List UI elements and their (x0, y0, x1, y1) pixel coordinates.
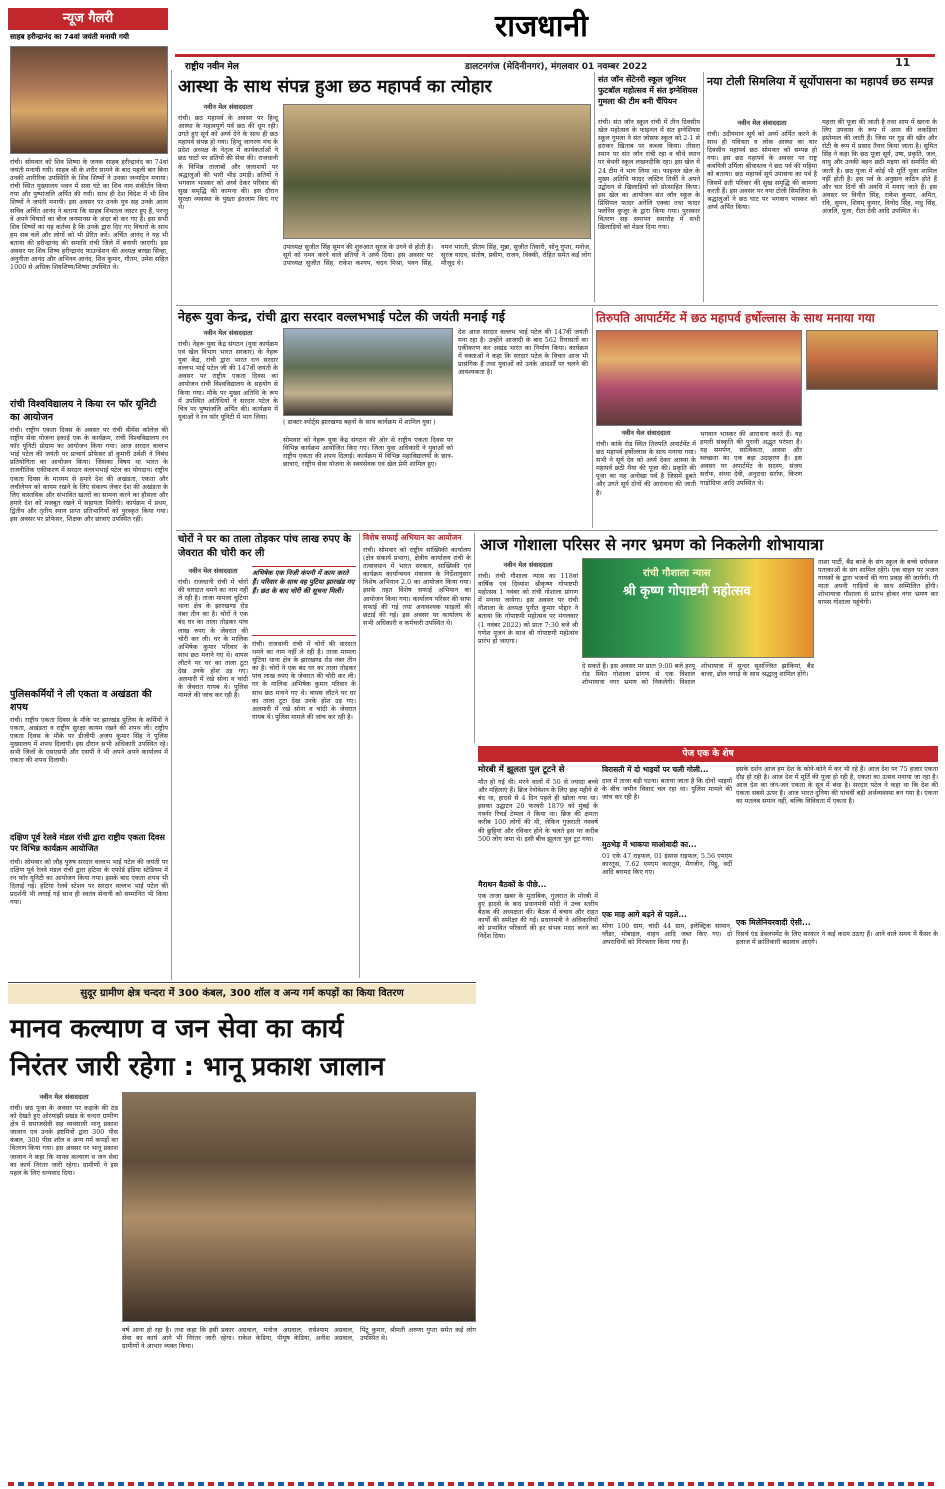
santjohn-headline: संत जॉन सेंटेनरी स्कूल जूनियर फुटबॉल महोत्सव में संत इग्नेशियस गुमला की टीम बनी चैंपियन (598, 75, 698, 106)
morbi-story-7: सोना 100 ग्राम, चांदी 44 ग्राम, इलेक्ट्रिक सामान, ग्लैंडर, मोबाइल, वाहन आदि जब्त किए गए। दो अपराधियों को गिरफ्तार किया गया है। (602, 922, 732, 947)
simalia-story: रांची। उदीयमान सूर्य को अर्घ्य अर्पित करने के साथ ही पवित्रता व लोक आस्था का चार दिवसीय महापर्व छठ सोमवार को सम्पन्न हो गया। इस छठ महापर्व के अवसर पर राष्ट्र कवयित्री उर्मिला श्रीवास्तव ने छठ पर्व की महिमा को बताया। छठ महापर्व सूर्य उपासना का पर्व है जिसमें व्रती परिवार की सुख समृद्धि की कामना करती हैं। इस अवसर पर नया टोली सिमलिया के श्रद्धालुओं ने छठ घाट पर भगवान भास्कर को अर्घ्य अर्पित किया। (707, 130, 817, 211)
nehru-story: रांची। नेहरू युवा केंद्र संगठन (युवा कार्यक्रम एवं खेल विभाग भारत सरकार) के नेहरू युवा केंद्र, रांची द्वारा भारत रत्न सरदार वल्लभ भाई पटेल जी की 147वीं जयंती के अवसर पर राष्ट्रीय एकता दिवस का आयोजन रांची विश्वविद्यालय के सहयोग से किया गया। मौके पर मुख्य अतिथि के रूप में उपस्थित अतिथियों ने सरदार पटेल के चित्र पर पुष्पांजलि अर्पित की। कार्यक्रम में युवाओं ने रन फॉर यूनिटी में भाग लिया। (178, 340, 278, 421)
continue-banner (478, 746, 938, 762)
tirupati-byline: नवीन मेल संवाददाता (621, 429, 671, 437)
vishesh-story: रांची। सोमवार को राष्ट्रीय सांख्यिकी कार्यालय (क्षेत्र संकार्य प्रभाग), क्षेत्रीय कार्यालय रांची के तत्वावधान में भारत सरकार, सांख्यिकी एवं कार्यक्रम कार्यान्वयन मंत्रालय के निर्देशानुसार विशेष अभियान 2.0 का आयोजन किया गया। इसके तहत विशेष सफाई अभियान का आयोजन किया गया। कार्यालय परिसर की साफ सफाई की गई तथा अनावश्यक फाइलों की छंटाई की गई। इस अवसर पर कार्यालय के सभी अधिकारी व कर्मचारी उपस्थित थे। (363, 546, 471, 627)
tirupati-photo (596, 330, 802, 426)
continue-banner-label: पेज एक के शेष (682, 749, 734, 759)
section-divider (8, 982, 476, 983)
section-divider (176, 530, 938, 531)
sudur-strip (8, 984, 476, 1004)
chori-pullquote: अभिषेक एक निजी कंपनी में काम करते हैं। परिवार के साथ वह पुटिया झारखंड गए हैं। छठ के बाद चोरी की सूचना मिली। (252, 569, 355, 595)
chori-headline: चोरों ने घर का ताला तोड़कर पांच लाख रुपए के जेवरात की चोरी कर ली (178, 534, 351, 559)
column-divider (703, 72, 704, 302)
morbi-head-7: एक माह आगे बढ़ने से पहले... (602, 910, 687, 919)
morbi-head-2: मैराथन बैठकों के पीछे... (478, 880, 547, 889)
masthead (175, 6, 935, 72)
chori-story-cont: रांची। राजधानी रांची में चोरों की वारदात थमने का नाम नहीं ले रही है। ताजा मामला चुटिया थाना क्षेत्र के झारखण्ड रोड नंबर तीन का है। चोरों ने एक बंद घर का ताला तोड़कर पांच लाख रुपए के जेवरात की चोरी कर ली। घर के मालिक अभिषेक कुमार परिवार के साथ छठ मनाने गए थे। वापस लौटने पर घर का ताला टूटा देख उनके होश उड़ गए। अलमारी में रखे सोना व चांदी के जेवरात गायब थे। पुलिस मामले की जांच कर रही है। (252, 640, 356, 721)
left-story-4: रांची। सोमवार को लौह पुरुष सरदार वल्लभ भाई पटेल की जयंती पर दक्षिण पूर्व रेलवे मंडल रांची द्वारा हटिया के एफोर्ड इंडिया स्टेडियम में रन फॉर यूनिटी का आयोजन किया गया। इसके बाद एकता शपथ भी दिलाई गई। हटिया रेलवे स्टेशन पर सरदार वल्लभ भाई पटेल की प्रदर्शनी भी लगाई गई साथ ही स्वतंत्र सेनानी को सम्मानित भी किया गया। (10, 858, 168, 907)
banner-line-2: श्री कृष्ण गोपाष्टमी महोत्सव (623, 584, 751, 599)
section-divider (176, 305, 938, 306)
bhanu-story: रांची। छठ पूजा के अवसर पर कड़ाके की ठंड को देखते हुए ओरमांझी प्रखंड के चन्दरा ग्रामीण क्षेत्र में समाजसेवी सह व्यवसायी भानू प्रकाश जालान एवं उनके इष्टमित्रों द्वारा 300 पीस कंबल, 300 पीस शॉल व अन्य गर्म कपड़ों का वितरण किया गया। इस अवसर पर भानू प्रकाश जालान ने कहा कि मानव कल्याण व जन सेवा का कार्य निरंतर जारी रहेगा। ग्रामीणों ने इस पहल के लिए धन्यवाद दिया। (10, 1104, 118, 1177)
gaushala-headline: आज गोशाला परिसर से नगर भ्रमण को निकलेगी शोभायात्रा (480, 535, 824, 554)
chhath-headline: आस्था के साथ संपन्न हुआ छठ महापर्व का त्योहार (178, 77, 492, 97)
nehru-photo (283, 328, 453, 416)
gaushala-story-2: दे सकते हैं। इस अवसर पर प्रातः 9:00 बजे हरमू रोड स्थित गोशाला प्रांगण से एक विशाल शोभायात्रा नगर भ्रमण को निकलेगी। विशाल शोभायात्रा में सुन्दर सुसज्जित झांकियां, बैंड बाजा, ढोल नगाड़े के साथ श्रद्धालु शामिल होंगे। (582, 662, 814, 687)
gallery-caption: साहब हरीन्द्रानंद का 74वां जयंती मनायी गयी (10, 32, 129, 41)
bhanu-story-3: अग्रवाल, मनोज अग्रवाल, राधेश्याम अग्रवाल, राकेश केडिया, पीयूष केडिया, अनीश अग्रवाल, पिंटू कुमार, श्रीमती अरुणा गुप्ता समेत कई लोग उपस्थित थे। (238, 1326, 476, 1343)
left-story-2: रांची। राष्ट्रीय एकता दिवस के अवसर पर रांची वीमेंस कॉलेज की राष्ट्रीय सेवा योजना इकाई एक के कार्यक्रम, रांची विश्वविद्यालय रन फॉर यूनिटी प्रोग्राम का आयोजन किया गया। आज सरदार वल्लभ भाई पटेल की जयंती पर प्राचार्य प्रोफेसर डॉ कुमारी उर्वशी ने निबंध प्रतियोगिता का आयोजन किया। जिसका विषय था भारत के राजनीतिक एकीकरण में सरदार वल्लभभाई पटेल का योगदान। राष्ट्रीय एकता दिवस के माध्यम से हमारे देश की अखंडता, एकता और लचीलेपन को कायम रखने के लिए संकल्प लेकर देश की अखंडता के लिए वास्तविक और संभावित खतरों का सामना करने का हौसला और हमारे देश को मजबूत रखने में सहायता मिलेगी। कार्यक्रम में प्रथम, द्वितीय और तृतीय स्थान प्राप्त प्रतिभागियों को पुरस्कृत किया गया। इस अवसर पर प्रोफेसर, शिक्षक और छात्राएं उपस्थित रहीं। (10, 426, 168, 524)
morbi-head-6: मुठभेड़ में भाकपा माओवादी का... (602, 840, 697, 849)
bhanu-byline: नवीन मेल संवाददाता (39, 1093, 89, 1101)
morbi-story-2: एक ताजा खबर के मुताबिक, गुजरात के मोरबी में हुए हादसे के बाद प्रधानमंत्री मोदी ने उच्च स्तरीय बैठक की अध्यक्षता की। बैठक में बचाव और राहत कार्यों की समीक्षा की गई। प्रधानमंत्री ने अधिकारियों को प्रभावित परिवारों की हर संभव मदद करने का निर्देश दिया। (478, 892, 598, 941)
morbi-head-5: विरासती में दो भाइयों पर चली गोली... (602, 765, 709, 774)
gallery-label-box (8, 8, 168, 30)
left-headline-3: पुलिसकर्मियों ने ली एकता व अखंडता की शपथ (10, 689, 152, 713)
right-cont-story-2: रिसर्च एंड डेवलपमेंट के लिए सरकार ने कई कदम उठाए हैं। आने वाले समय में कैंसर के इलाज में क्रांतिकारी बदलाव आएंगे। (736, 930, 938, 947)
chori-byline: नवीन मेल संवाददाता (188, 567, 238, 575)
morbi-story-6: 01 एके 47 राइफल, 01 इंसास राइफल, 5.56 एमएम कारतूस, 7.62 एमएम कारतूस, मैगजीन, पिट्ठू, वर्दी आदि बरामद किए गए। (602, 852, 732, 877)
morbi-story-5: दाल में ताजा बड़ी घटना। बताया जाता है कि दोनों भाइयों के बीच जमीन विवाद चल रहा था। पुलिस मामले की जांच कर रही है। (602, 777, 732, 802)
sudur-headline: सुदूर ग्रामीण क्षेत्र चन्दरा में 300 कंबल, 300 शॉल व अन्य गर्म कपड़ों का किया वितरण (80, 988, 404, 999)
gallery-photo (10, 46, 168, 154)
right-cont-head: एक मिलेनियरवादी ऐसी... (736, 918, 811, 927)
morbi-story: मौत हो गई थी। मरने वालों में 50 से ज्यादा बच्चे और महिलाएं हैं। ब्रिज रेनोवेशन के लिए छह महीने से बंद था, हादसे से 4 दिन पहले ही खोला गया था। इसका उद्घाटन 20 फरवरी 1879 को मुंबई के गवर्नर रिचर्ड टेम्पल ने किया था। ब्रिज की क्षमता करीब 100 लोगों की थी, लेकिन गुजराती नववर्ष की छुट्टियां और रविवार होने के चलते इस पर करीब 500 लोग जमा थे। इसी बीच झूलता पुल टूट गया। (478, 778, 598, 843)
bhanu-headline-1: मानव कल्याण व जन सेवा का कार्य (10, 1014, 344, 1044)
bhanu-headline-2: निरंतर जारी रहेगा : भानू प्रकाश जालान (10, 1052, 385, 1082)
nehru-headline: नेहरू युवा केन्द्र, रांची द्वारा सरदार वल्लभभाई पटेल की जयंती मनाई गई (178, 309, 505, 324)
tirupati-story-cont: भगवान भास्कर की आराधना करते हैं। यह हमारी संस्कृति की पुरानी अद्भुत परंपरा है। यह समर्पण, सात्विकता, आस्था और स्वच्छता का एक बड़ा उदाहरण है। इस अवसर पर अपार्टमेंट के सदस्य, संजय सर्राफ, संध्या देवी, अनुराधा सर्राफ, किरण गाड़ोदिया आदि उपस्थित थे। (700, 430, 802, 487)
column-divider (594, 72, 595, 302)
left-story-3: रांची। राष्ट्रीय एकता दिवस के मौके पर झारखंड पुलिस के कर्मियों ने एकता, अखंडता व राष्ट्रीय सुरक्षा कायम रखने की शपथ ली। राष्ट्रीय एकता दिवस के मौके पर डीजीपी अजय कुमार सिंह ने पुलिस मुख्यालय में शपथ दिलायी। इस दौरान सभी अधिकारी उपस्थित रहे। सभी जिलों के एसएसपी और एसपी ने भी अपने अपने कार्यालय में एकता की शपथ दिलायी। (10, 716, 168, 765)
column-divider (474, 533, 475, 743)
tirupati-photo-2 (806, 330, 938, 390)
dateline: डालटनगंज (मेदिनीनगर), मंगलवार 01 नवम्बर 2022 (465, 62, 648, 72)
simalia-byline: नवीन मेल संवाददाता (737, 119, 787, 127)
morbi-head: मोरबी में झूलता पुल टूटने से (478, 765, 565, 775)
chhath-story: रांची। छठ महापर्व के अवसर पर हिन्दू आस्था के महत्वपूर्ण पर्व छठ की धूम रही। उगते हुए सूर्य को अर्घ्य देने के साथ ही छठ महापर्व संपन्न हो गया। हिन्दू जागरण मंच के प्रदेश अध्यक्ष के नेतृत्व में कार्यकर्ताओं ने छठ घाटों पर व्रतियों की सेवा की। राजधानी के विभिन्न तालाबों और जलाशयों पर श्रद्धालुओं की भारी भीड़ उमड़ी। व्रतियों ने भगवान भास्कर को अर्घ्य देकर परिवार की सुख समृद्धि की कामना की। इस दौरान सुरक्षा व्यवस्था के पुख्ता इंतजाम किए गए थे। (178, 114, 278, 212)
tirupati-story: रांची। कांके रोड स्थित तिरुपति अपार्टमेंट में छठ महापर्व हर्षोल्लास के साथ मनाया गया। सभी ने सूर्य देव को अर्घ्य देकर आस्था के महापर्व छठी मैया की पूजा की। प्रकृति की पूजा का यह अनोखा पर्व है जिसमें डूबते और उगते सूर्य दोनों की आराधना की जाती है। (596, 440, 696, 497)
gaushala-byline: नवीन मेल संवाददाता (503, 561, 553, 569)
bhanu-story-2: वर्ष आना हो रहा है। तथा कहा कि इसी प्रकार सेवा का कार्य आगे भी निरंतर जारी रहेगा। ग्रामीणों ने आभार व्यक्त किया। (122, 1326, 234, 1351)
simalia-headline: नया टोली सिमलिया में सूर्योपासना का महापर्व छठ सम्पन्न (707, 75, 934, 88)
nehru-story-2: सोमवार को नेहरू युवा केंद्र संगठन की ओर से राष्ट्रीय एकता दिवस पर विभिन्न कार्यक्रम आयोजित किए गए। जिला युवा अधिकारी ने युवाओं को राष्ट्रीय एकता की शपथ दिलाई। कार्यक्रम में विभिन्न महाविद्यालयों के छात्र-छात्राएं, राष्ट्रीय सेवा योजना के स्वयंसेवक एवं खेल प्रेमी शामिल हुए। (283, 436, 453, 469)
gallery-label: न्यूज गैलरी (62, 11, 114, 26)
gaushala-story: रांची। रांची गौशाला न्यास का 118वां वार्षिक एवं दिव्यांश श्रीकृष्ण गोपाष्टमी महोत्सव 1 नवंबर को रांची गोशाला प्रांगण में मनाया जायेगा। इस अवसर पर रांची गौशाला के अध्यक्ष पुनीत कुमार पोद्दार ने बताया कि गोपाष्टमी महोत्सव पर मंगलवार (1 नवंबर 2022) को प्रातः 7:30 बजे श्री गणेश पूजन के साथ श्री गोपाष्टमी महोत्सव प्रारंभ हो जाएगा। (478, 572, 578, 645)
left-headline-2: रांची विश्वविद्यालय ने किया रन फॉर यूनिटी का आयोजन (10, 399, 157, 423)
left-headline-4: दक्षिण पूर्व रेलवे मंडल रांची द्वारा राष्ट्रीय एकता दिवस पर विभिन्न कार्यक्रम आयोजित (10, 832, 165, 853)
footer-strip (8, 1482, 938, 1486)
column-divider (171, 70, 172, 980)
nehru-story-3: देश आज सरदार वल्लभ भाई पटेल की 147वीं जयंती मना रहा है। उन्होंने आजादी के बाद 562 रियासतों का एकीकरण कर अखंड भारत का निर्माण किया। कार्यक्रम में वक्ताओं ने कहा कि सरदार पटेल के विचार आज भी प्रासंगिक हैं तथा युवाओं को उनके आदर्शों पर चलने की आवश्यकता है। (458, 328, 588, 377)
right-cont-story: इसके दर्शन आज हम देश के कोने-कोने में कर भी रहे हैं। आज देश पर 75 हजार एकता दौड़ हो रही है। आज देश में मूर्ति की पूजा हो रही है, एकता का उत्सव मनाया जा रहा है। आज देश का जन-जन एकता के सूत्र में बंधा है। सरदार पटेल ने कहा था कि देश की एकता सबसे ऊपर है। आज भारत दुनिया की पांचवीं बड़ी अर्थव्यवस्था बन गया है। एकता का मतलब समान नहीं, बल्कि विविधता में एकता है। (736, 765, 938, 806)
left-story-1: रांची। सोमवार को शिव शिष्या के जनक साहब हरीन्द्रानंद का 74वां जयंती मनायी गयी। साहब श्री के शरीर सामने के बाद पहली बार बिना उनकी शारीरिक उपस्थिति के शिव शिष्यों ने उनका जन्मदिन मनाया। रांची स्थित मुख्यालय भवन में सवा घंटे का शिव नाम संकीर्तन किया गया और पुष्पांजलि अर्पित की गयी। साथ ही देश विदेश में भी शिव शिष्यों ने जयंती मनायी। इस अवसर पर उनके पुत्र सह उनके आत्म सचिव अर्चित आनंद ने बताया कि साहब शिवतत्व जस्टर हुए हैं, परन्तु वे अपने विचारों का बीज जनमानस के अंदर बो कर गए हैं। इस सभी शिव शिष्यों का यह कर्तव्य है कि उनके द्वारा दिए गए विचारों के साथ हम सब चलें और लोगों को भी प्रेरित करें। अर्चित आनंद ने यह भी बताया की हरीन्द्रानंद की समाधि रांची जिले में बनायी जाएगी। इस अवसर पर शिव शिष्य हरीन्द्रानंद फाउन्डेशन की अध्यक्ष बरखा सिन्हा, अनुनीता आनंद और अभिनव आनंद, शिव कुमार, गौतम, उमेश सहित 1000 से अधिक शिवशिष्य/शिष्या उपस्थित थे। (10, 158, 168, 272)
brand-name: राष्ट्रीय नवीन मेल (185, 62, 239, 72)
simalia-story-2: महत्ता की पूजा की जाती है तथा शाम में खरना के लिए उपवास के रूप में आम की लकड़ियां इस्तेमाल की जाती हैं। जिस पर गुड़ की खीर और रोटी के रूप में प्रसाद तैयार किया जाता है। सुमित सिंह ने कहा कि छठ पूजा सूर्य, उषा, प्रकृति, जल, वायु और उनकी बहन छठी मइया को समर्पित की जाती है। छठ पूजा में कोई भी मूर्ति पूजा शामिल नहीं होती है। इस पर्व के अनुष्ठान कठिन होते हैं और चार दिनों की अवधि में मनाए जाते हैं। इस अवसर पर विनीत सिंह, राकेश कुमार, अमित, रवि, सुमन, शिवम् कुमार, विनोद सिंह, मधु सिंह, अंजलि, पूजा, रीता देवी आदि उपस्थित थे। (822, 118, 937, 216)
masthead-rule (175, 54, 935, 57)
banner-line-1: रांची गौशाला न्यास (643, 568, 711, 579)
gaushala-story-3: ताशा पार्टी, बैंड बाजे के संग स्कूल के बच्चे धर्मध्वज पताकाओं के संग शामिल रहेंगे। एक वाहन पर भजन गायकों के द्वारा भजनों की गंगा प्रवाह की जायेगी। गौ माता अपनी गाड़ियों के साथ सम्मिलित होंगी। शोभायात्रा गौशाला से प्रारंभ होकर नगर भ्रमण कर वापस गोशाला पहुंचेगी। (818, 558, 938, 607)
chhath-byline: नवीन मेल संवाददाता (203, 103, 253, 111)
nehru-photo-caption: ( डाक्टर स्पोर्ट्स झारखण्ड बहनों के साथ कार्यक्रम में शामिल युवा ) (283, 418, 436, 426)
santjohn-story: रांची। संत जॉन स्कूल रांची में तीन दिवसीय खेल महोत्सव के फाइनल में संत इग्नेशियस स्कूल गुमला ने संत जोसफ स्कूल को 2-1 से हराकर खिताब पर कब्जा किया। तीसरा स्थान पर संत जॉन रांची रहा व चौथे स्थान पर बेथनी स्कूल लखनदीकि रहा। इस खेल में 24 टीम ने भाग लिया था। फाइनल खेल के मुख्य अतिथि फादर जस्टिन तिर्की ने अपने उद्बोधन से खिलाड़ियों को प्रोत्साहित किया। इस खेल का आयोजन संत जॉन स्कूल के प्रिंसिपल फादर अनेलि एक्का तथा फादर फ्लोरेंस कुजूर के द्वारा किया गया। पुरस्कार वितरण सह समापन समारोह में सभी खिलाड़ियों को मेडल दिया गया। (598, 118, 700, 232)
nehru-byline: नवीन मेल संवाददाता (203, 329, 253, 337)
gaushala-banner (582, 558, 814, 658)
chhath-story-2: उपाध्यक्ष सुजीत सिंह सुमन की शुरुआत सूरज के उगने से होती है। सूर्य को नमन करने वाले व्रतियों ने अर्घ्य दिया। इस अवसर पर उपाध्यक्ष सुजीत सिंह, राकेश कश्यप, चंदन मिश्रा, पवन सिंह, नमन भारती, प्रीतम सिंह, मुन्ना, सुजीत तिवारी, सोनू गुप्ता, मनोज, सूरज यादव, संतोष, प्रवीण, राजन, विक्की, रोहित समेत कई लोग मौजूद थे। (283, 243, 591, 268)
chhath-photo (283, 104, 591, 239)
bhanu-photo (122, 1092, 476, 1322)
section-title: राजधानी (495, 9, 588, 44)
vishesh-headline: विशेष सफाई अभियान का आयोजन (363, 533, 462, 542)
tirupati-headline: तिरुपति आपार्टमेंट में छठ महापर्व हर्षोल्लास के साथ मनाया गया (596, 311, 875, 325)
column-divider (359, 533, 360, 978)
column-divider (592, 308, 593, 528)
page-number: 11 (895, 56, 911, 69)
chori-story: रांची। राजधानी रांची में चोरों की वारदात थमने का नाम नहीं ले रही है। ताजा मामला चुटिया थाना क्षेत्र के झारखण्ड रोड नंबर तीन का है। चोरों ने एक बंद घर का ताला तोड़कर पांच लाख रुपए के जेवरात की चोरी कर ली। घर के मालिक अभिषेक कुमार परिवार के साथ छठ मनाने गए थे। वापस लौटने पर घर का ताला टूटा देख उनके होश उड़ गए। अलमारी में रखे सोना व चांदी के जेवरात गायब थे। पुलिस मामले की जांच कर रही है। (178, 578, 248, 700)
chori-pullquote-box (252, 566, 356, 636)
